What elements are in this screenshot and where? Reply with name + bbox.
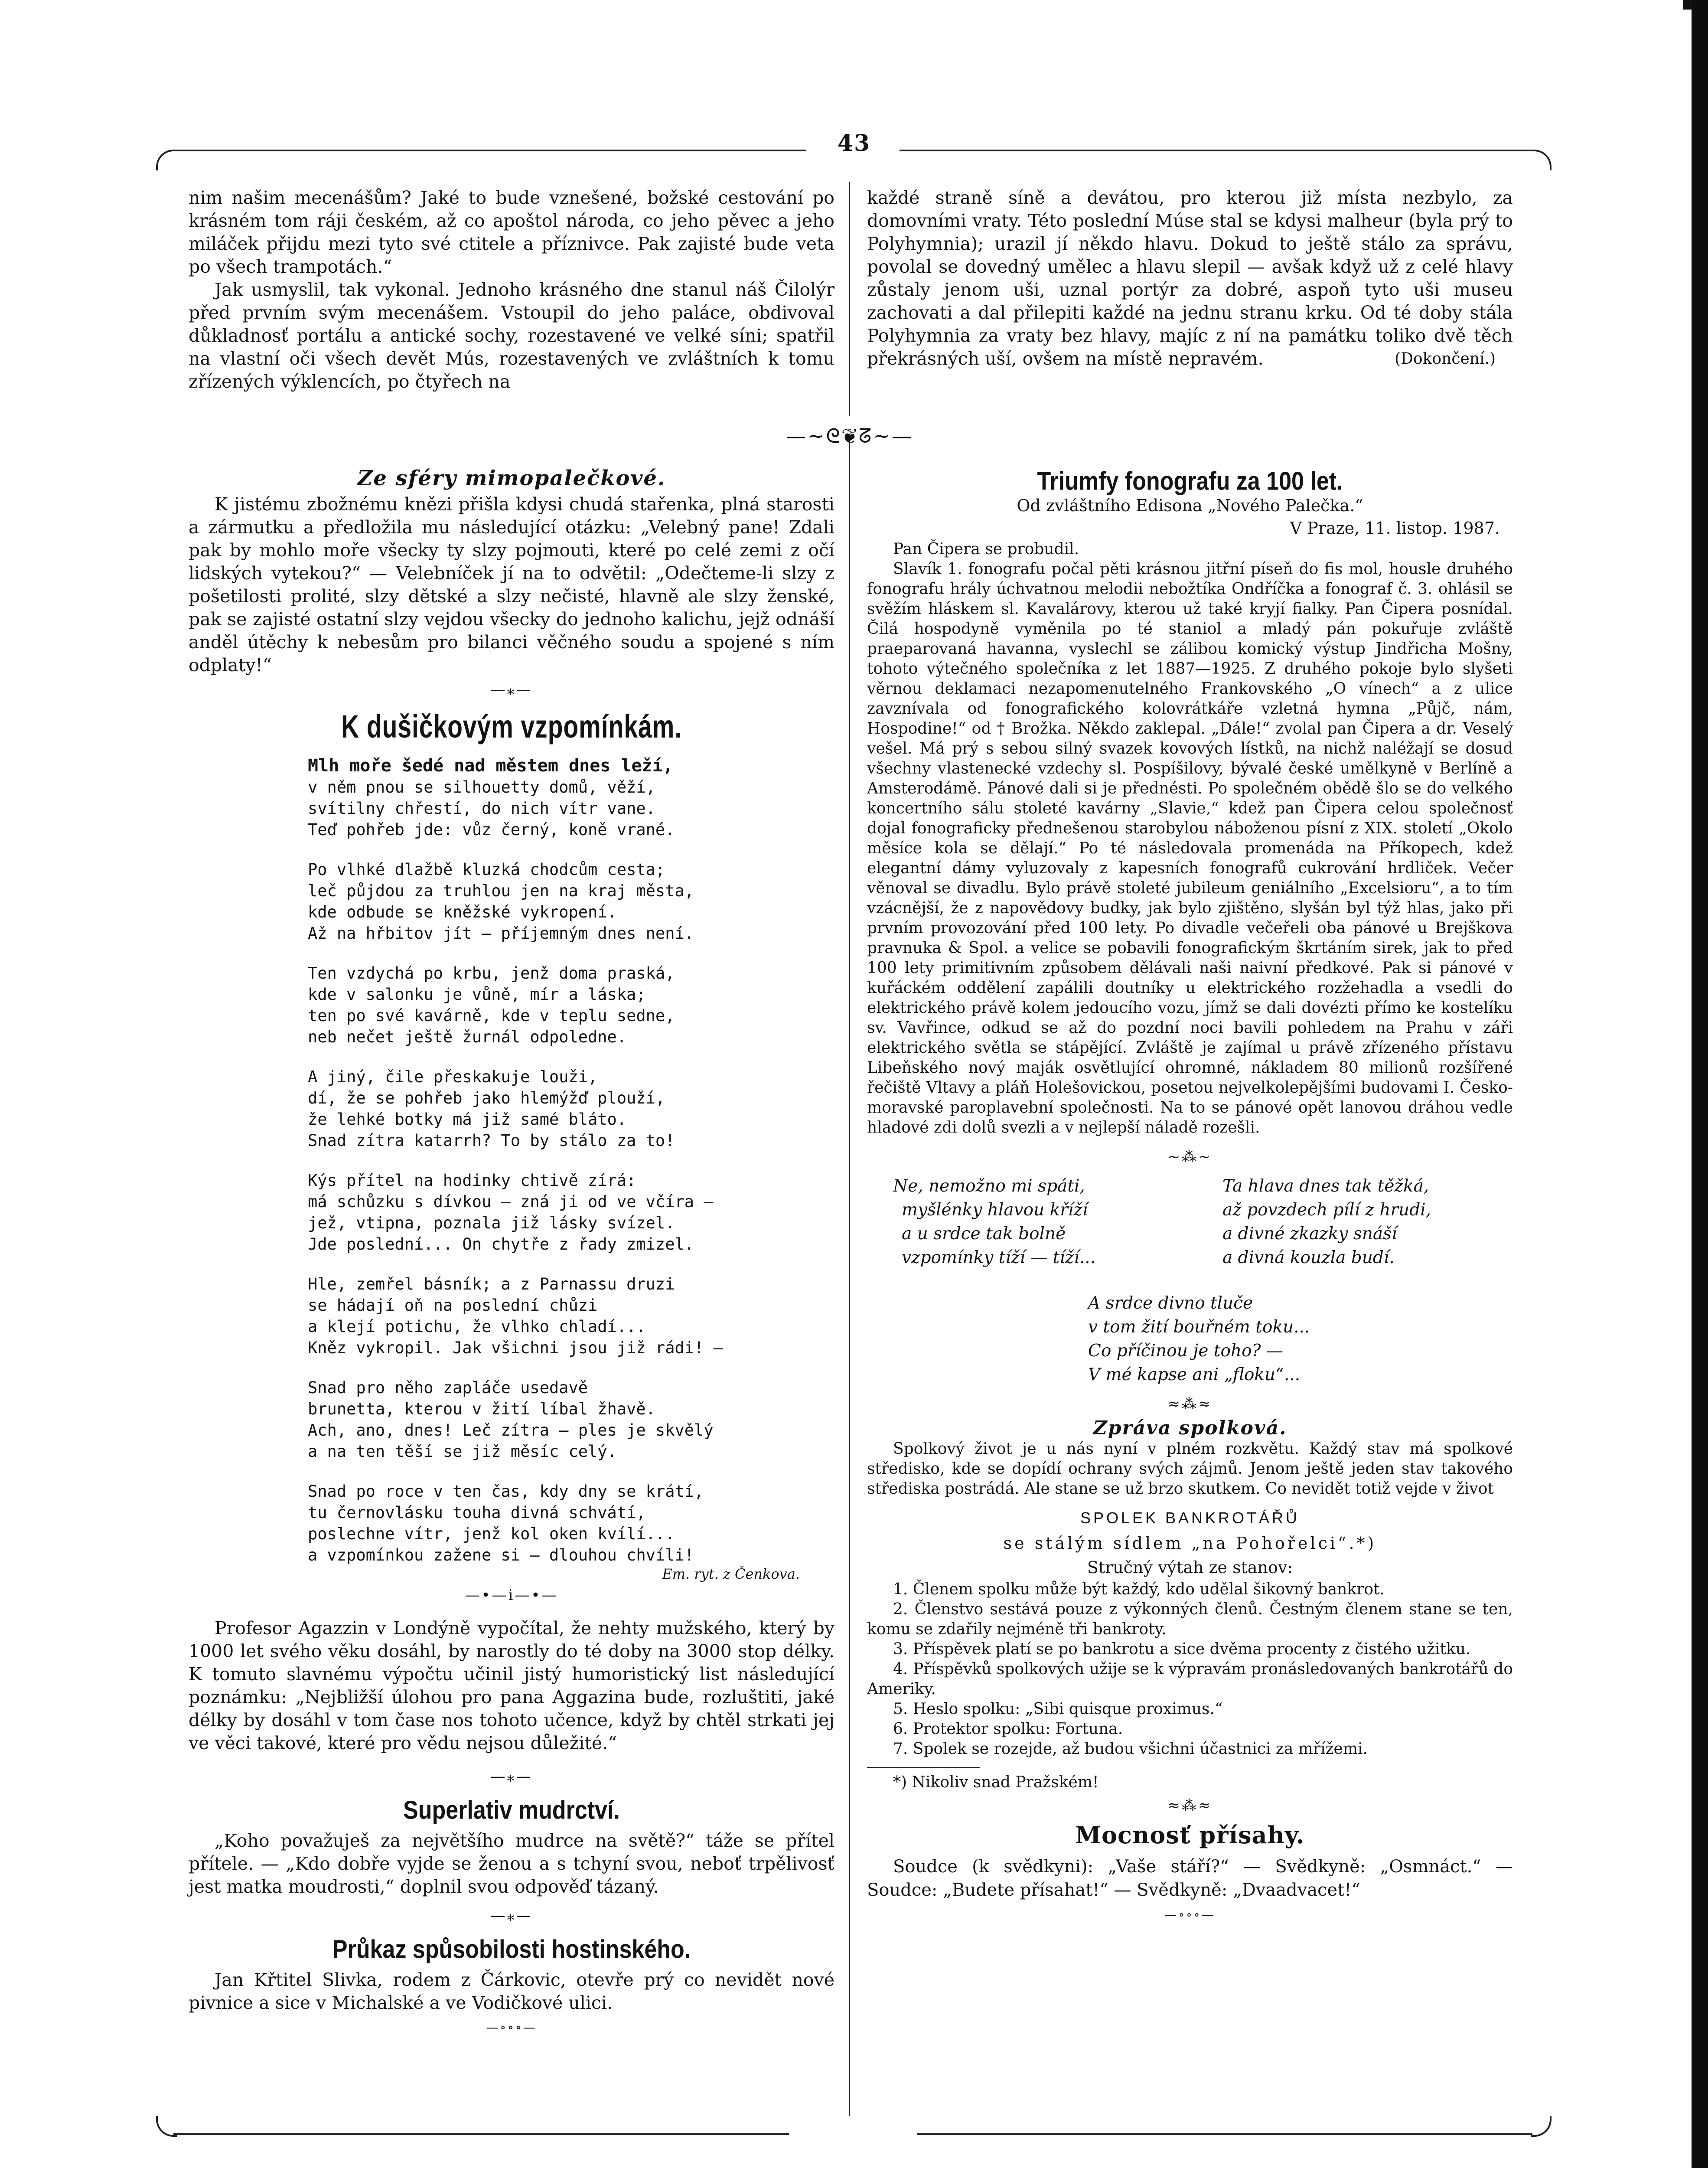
verse-line: A srdce divno tluče (1088, 1293, 1253, 1313)
end-ornament: —∘∘∘— (486, 2020, 537, 2034)
poem-line: jež, vtipna, poznala již lásky svízel. (308, 1214, 675, 1232)
frame-bottom-right-curve (1531, 2116, 1552, 2137)
statute-item: 7. Spolek se rozejde, až budou všichni účastnici za mřížemi. (893, 1740, 1368, 1758)
poem-line: Kýs přítel na hodinky chtivě zírá: (308, 1171, 636, 1190)
poem-title: K dušičkovým vzpomínkám. (341, 709, 682, 745)
poem (189, 755, 834, 1566)
statute-item: 2. Členstvo sestává pouze z výkonných členů. Čestným členem stane se ten, komu se zdařily nejméně tři bankroty. (867, 1600, 1513, 1638)
article-title: Mocnosť přísahy. (1075, 1821, 1305, 1849)
poem-line: A jiný, čile přeskakuje louži, (308, 1068, 598, 1086)
article-body: Profesor Agazzin v Londýně vypočítal, že nehty mužského, který by 1000 let svého věku dosáhl, by narostly do té doby na 3000 stop délky. K tomuto slavnému výpočtu učinil jistý humoristický list následující poznámku: „Nejbližší úlohou pro pana Aggazina bude, rozluštiti, jaké délky by dosáhl v tom čase nos tohoto učence, když by chtěl strkati jej ve věci takové, které pro vědu nejsou důležité.“ (189, 1618, 834, 1753)
article-lead: Pan Čipera se probudil. (893, 540, 1079, 558)
article-title: Ze sféry mimopalečkové. (357, 466, 666, 490)
poem-stanza (308, 1481, 834, 1566)
poem-line: Až na hřbitov jít — příjemným dnes není. (308, 924, 694, 943)
continued-note: (Dokončení.) (1395, 350, 1496, 368)
poem-line: brunetta, kterou v žití líbal žhavě. (308, 1400, 655, 1418)
right-column (867, 468, 1513, 1928)
article-body: Jan Křtitel Slivka, rodem z Čárkovic, otevře prý co nevidět nové pivnice a sice v Michalské a ve Vodičkové ulici. (189, 1969, 834, 2013)
poem-line: dí, že se pohřeb jako hlemýžď plouží, (308, 1089, 665, 1107)
poem-line: kde v salonku je vůně, mír a láska; (308, 985, 646, 1004)
footnote: *) Nikoliv snad Pražském! (893, 1773, 1099, 1791)
verse-line: Ta hlava dnes tak těžká, (1222, 1176, 1429, 1196)
article-title: Superlativ mudrctví. (403, 1796, 620, 1825)
continuation-paragraph: Jak usmyslil, tak vykonal. Jednoho krásného dne stanul náš Čilolýr před prvním svým mecenášem. Vstoupil do jeho paláce, obdivoval důkladnosť portálu a antické sochy, rozestavené ve velké síni; spatřil na vlastní oči všech devět Mús, rozestavených ve zvláštních k tomu zřízených výklencích, po čtyřech na (189, 279, 834, 392)
statute-heading: Stručný výtah ze stanov: (1087, 1558, 1293, 1577)
poem-line: Kněz vykropil. Jak všichni jsou již rádi! — (308, 1339, 723, 1357)
article-body: Spolkový život je u nás nyní v plném rozkvětu. Každý stav má spolkové středisko, kde se dopídí ochrany svých zájmů. Jenom ještě jeden stav takového střediska postrádá. Ale stane se už brzo skutkem. Co nevidět totiž vejde v život (867, 1440, 1513, 1498)
section-ornament: —~ᘓ❦ᘔ~— (786, 424, 914, 447)
divider-ornament: ~⁂~ (1167, 1148, 1213, 1166)
poem-line: a na ten těší se již měsíc celý. (308, 1442, 617, 1461)
article-dateline: V Praze, 11. listop. 1987. (1290, 519, 1500, 538)
statute-item: 5. Heslo spolku: „Sibi quisque proximus.“ (893, 1700, 1223, 1718)
verse-right (1222, 1174, 1517, 1270)
statute-item: 4. Příspěvků spolkových užije se k výpravám pronásledovaných bankrotářů do Ameriky. (867, 1660, 1513, 1698)
poem-signature: Em. ryt. z Čenkova. (662, 1566, 800, 1582)
society-name: SPOLEK BANKROTÁŘŮ (1080, 1509, 1300, 1527)
verse-line: Co příčinou je toho? — (1088, 1341, 1283, 1361)
poem-stanza (308, 1066, 834, 1151)
article-title: Triumfy fonografu za 100 let. (1037, 467, 1343, 496)
verse-block (867, 1174, 1513, 1278)
divider-ornament: ≈⁂≈ (1167, 1395, 1213, 1413)
scan-edge (1692, 0, 1708, 2168)
statute-item: 3. Příspěvek platí se po bankrotu a sice dvěma procenty z čistého užitku. (893, 1640, 1471, 1658)
divider-ornament: ≈⁂≈ (1167, 1797, 1213, 1814)
verse-left (893, 1174, 1196, 1270)
frame-bottom-left (173, 2133, 789, 2135)
poem-line: poslechne vítr, jenž kol oken kvílí... (308, 1525, 675, 1543)
poem-line: má schůzku s dívkou — zná ji od ve včíra — (308, 1192, 714, 1211)
frame-bottom-left-curve (156, 2116, 177, 2137)
poem-line: v něm pnou se silhouetty domů, věží, (308, 778, 655, 797)
poem-line: Hle, zemřel básník; a z Parnassu druzi (308, 1275, 675, 1293)
poem-line: Snad zítra katarrh? To by stálo za to! (308, 1131, 675, 1150)
column-divider-top (849, 182, 850, 416)
poem-line: kde odbude se kněžské vykropení. (308, 903, 617, 921)
poem-line: Snad po roce v ten čas, kdy dny se krátí, (308, 1482, 704, 1501)
poem-stanza (308, 755, 834, 840)
verse-line: Ne, nemožno mi spáti, (893, 1176, 1085, 1196)
top-left-column (189, 186, 834, 393)
article-title: Zpráva spolková. (1093, 1417, 1287, 1439)
verse-line: až povzdech pílí z hrudi, (1222, 1200, 1431, 1220)
poem-line: ten po své kavárně, kde v teplu sedne, (308, 1006, 675, 1025)
poem-line: a vzpomínkou zažene si — dlouhou chvíli! (308, 1546, 694, 1564)
poem-line: tu černovlásku touha divná schvátí, (308, 1503, 646, 1522)
page-number: 43 (837, 130, 871, 157)
frame-bottom-right (917, 2133, 1532, 2135)
poem-stanza (308, 1273, 834, 1358)
verse-line: myšlénky hlavou kříží (902, 1200, 1088, 1220)
article-byline: Od zvláštního Edisona „Nového Palečka.“ (1017, 496, 1363, 515)
frame-top-left-curve (156, 150, 177, 170)
poem-line: leč půjdou za truhlou jen na kraj města, (308, 882, 694, 900)
continuation-paragraph: nim našim mecenášům? Jaké to bude vznešené, božské cestování po krásném tom ráji českém, až co apoštol národa, co jeho pěvec a jeho miláček přijdu mezi tyto své ctitele a příznivce. Pak zajisté bude veta po všech trampotách.“ (189, 187, 834, 277)
top-right-column (867, 186, 1513, 370)
poem-line: Po vlhké dlažbě kluzká chodcům cesta; (308, 860, 665, 879)
poem-line: se hádají oň na poslední chůzi (308, 1296, 598, 1315)
verse-line: a divné zkazky snáší (1222, 1224, 1397, 1244)
verse-line: vzpomínky tíží — tíží... (902, 1248, 1095, 1267)
article-body: Slavík 1. fonografu počal pěti krásnou jitřní píseň do fis mol, housle druhého fonografu hrály úchvatnou melodii nebožtíka Ondříčka a fonograf č. 3. ohlásil se svěžím hláskem sl. Kavalárovy, kterou už také kryjí fialky. Pan Čipera posnídal. Čilá hospodyně vyměnila po té staniol a mladý pán pokuřuje zvláště praeparovaná havanna, vyslechl se zálibou komický výstup Jindřicha Mošny, tohoto výtečného společníka z let 1887—1925. Z druhého pokoje bylo slyšeti věrnou deklamaci nezapomenutelného Frankovského „O vínech“ a z ulice zavznívala od fonografického kolovrátkáře vzletná hymna „Půjč, nám, Hospodine!“ od † Brožka. Někdo zaklepal. „Dále!“ zvolal pan Čipera a dr. Veselý vešel. Má prý s sebou silný svazek kovových lístků, na nichž naléžají se dosud všechny vlastenecké vzdechy sl. Pospíšilovy, bývalé české umělkyně v Berlíně a Amsterodámě. Pánové dali si je přednésti. Po společném obědě šlo se do velkého koncertního sálu stoleté kavárny „Slavie,“ kdež pan Čipera celou společnosť dojal fonograficky přednešenou starobylou náboženou písní z XIX. století „Okolo měsíce kola se dělají.“ Po té následovala promenáda na Příkopech, kdež elegantní dámy vyluzovaly z kapesních fonografů cukrování hrdliček. Večer věnoval se divadlu. Bylo právě stoleté jubileum geniálního „Excelsioru“, a to tím vzácnější, že z napovědovy budky, jak bylo zjištěno, slyšán byl týž hlas, jako při prvním provozování před 100 lety. Po divadle večeřeli oba pánové u Brejškova pravnuka & Spol. a velice se pobavili fonografickým škrtáním sirek, jak to před 100 lety primitivním způsobem dělávali naši naivní předkové. Pak si pánové v kuřáckém oddělení zapálili doutníky u elektrického rozžehadla a vsedli do elektrického právě kolem jedoucího vozu, jímž se dali dovézti přímo ke kostelíku sv. Vavřince, odkud se až do pozdní noci bavili pohledem na Prahu v záři elektrického světla se stápějící. Zvláště je zajímal u právě zřízeného přístavu Libeňského nový maják osvětlující ohromné, nákladem 80 milionů rozšířené řečiště Vltavy a pláň Holešovickou, posetou nejvelkolepějšími budovami I. Česko-moravské paroplavební společnosti. Na to se pánové opět lanovou dráhou vedle hladové zdi dolů svezli a v nejlepší náladě rozešli. (867, 560, 1513, 1136)
column-divider (849, 434, 850, 2116)
poem-line: Ten vzdychá po krbu, jenž doma praská, (308, 964, 675, 983)
divider-ornament: —⁎— (490, 681, 533, 699)
verse-line: a u srdce tak bolně (902, 1224, 1066, 1244)
verse-line: a divná kouzla budí. (1222, 1248, 1395, 1267)
poem-line: Ach, ano, dnes! Leč zítra — ples je skvělý (308, 1421, 714, 1440)
statute-item: 1. Členem spolku může být každý, kdo udělal šikovný bankrot. (893, 1580, 1385, 1598)
article-body: „Koho považuješ za největšího mudrce na světě?“ táže se přítel přítele. — „Kdo dobře vyjde se ženou a s tchyní svou, neboť trpělivosť jest matka moudrosti,“ doplnil svou odpověď tázaný. (189, 1830, 834, 1897)
poem-line: Snad pro něho zapláče usedavě (308, 1378, 588, 1397)
statute-list (867, 1580, 1513, 1759)
frame-top-right-curve (1531, 150, 1552, 170)
statute-item: 6. Protektor spolku: Fortuna. (893, 1720, 1123, 1738)
verse-line: V mé kapse ani „floku“... (1088, 1365, 1301, 1384)
poem-line: neb nečet ještě žurnál odpoledne. (308, 1028, 627, 1046)
verse-line: v tom žití bouřném toku... (1088, 1317, 1310, 1337)
end-ornament: —∘∘∘— (1164, 1907, 1216, 1922)
divider-ornament: —⁎— (490, 1907, 533, 1924)
society-seat: se stálým sídlem „na Pohořelci“.*) (1003, 1534, 1377, 1553)
left-column (189, 466, 834, 2041)
verse-center (867, 1291, 1513, 1387)
article-body: Soudce (k svědkyni): „Vaše stáří?“ — Svědkyně: „Osmnáct.“ — Soudce: „Budete přísahat!“ — Svědkyně: „Dvaadvacet!“ (867, 1857, 1513, 1900)
poem-line: Jde poslední... On chytře z řady zmizel. (308, 1235, 694, 1254)
scan-corner-mark (1683, 0, 1692, 10)
frame-top-right (900, 150, 1532, 151)
poem-line: Mlh moře šedé nad městem dnes leží, (308, 756, 673, 776)
poem-line: a klejí potichu, že vlhko chladí... (308, 1317, 646, 1336)
continuation-paragraph: každé straně síně a devátou, pro kterou již místa nezbylo, za domovními vraty. Této poslední Múse stal se kdysi malheur (byla prý to Polyhymnia); urazil jí někdo hlavu. Dokud to ještě stálo za správu, povolal se dovedný umělec a hlavu slepil — avšak když už z celé hlavy zůstaly jenom uši, uznal portýr za dobré, aspoň tyto uši museu zachovati a dal přilepiti každé na jednu stranu krku. Od té doby stála Polyhymnia za vraty bez hlavy, majíc z ní na památku toliko dvě těch překrásných uší, ovšem na místě nepravém. (867, 187, 1513, 369)
frame-top-left (173, 150, 806, 151)
poem-stanza (308, 859, 834, 944)
divider-ornament: —⁎— (490, 1768, 533, 1785)
article-title: Průkaz spůsobilosti hostinského. (332, 1935, 691, 1964)
poem-stanza (308, 1377, 834, 1462)
article-body: K jistému zbožnému knězi přišla kdysi chudá stařenka, plná starosti a zármutku a předložila mu následující otázku: „Velebný pane! Zdali pak by mohlo moře všecky ty slzy pojmouti, které po celé zemi z očí lidských vytekou?“ — Velebníček jí na to odvětil: „Odečteme-li slzy z pošetilosti prolité, slzy dětské a slzy nečisté, hlavně ale slzy ženské, pak se zajisté ostatní slzy vejdou všecky do jednoho kalichu, jejž odnáší anděl útěchy k nebesům pro bilanci věčného soudu a spojené s ním odplaty!“ (189, 494, 834, 676)
poem-line: Teď pohřeb jde: vůz černý, koně vrané. (308, 820, 675, 839)
poem-stanza (308, 1170, 834, 1255)
poem-stanza (308, 963, 834, 1048)
poem-line: svítilny chřestí, do nich vítr vane. (308, 799, 655, 818)
poem-line: že lehké botky má již samé bláto. (308, 1110, 627, 1129)
footnote-rule (867, 1767, 980, 1768)
divider-ornament: —•—i—•— (465, 1587, 558, 1604)
